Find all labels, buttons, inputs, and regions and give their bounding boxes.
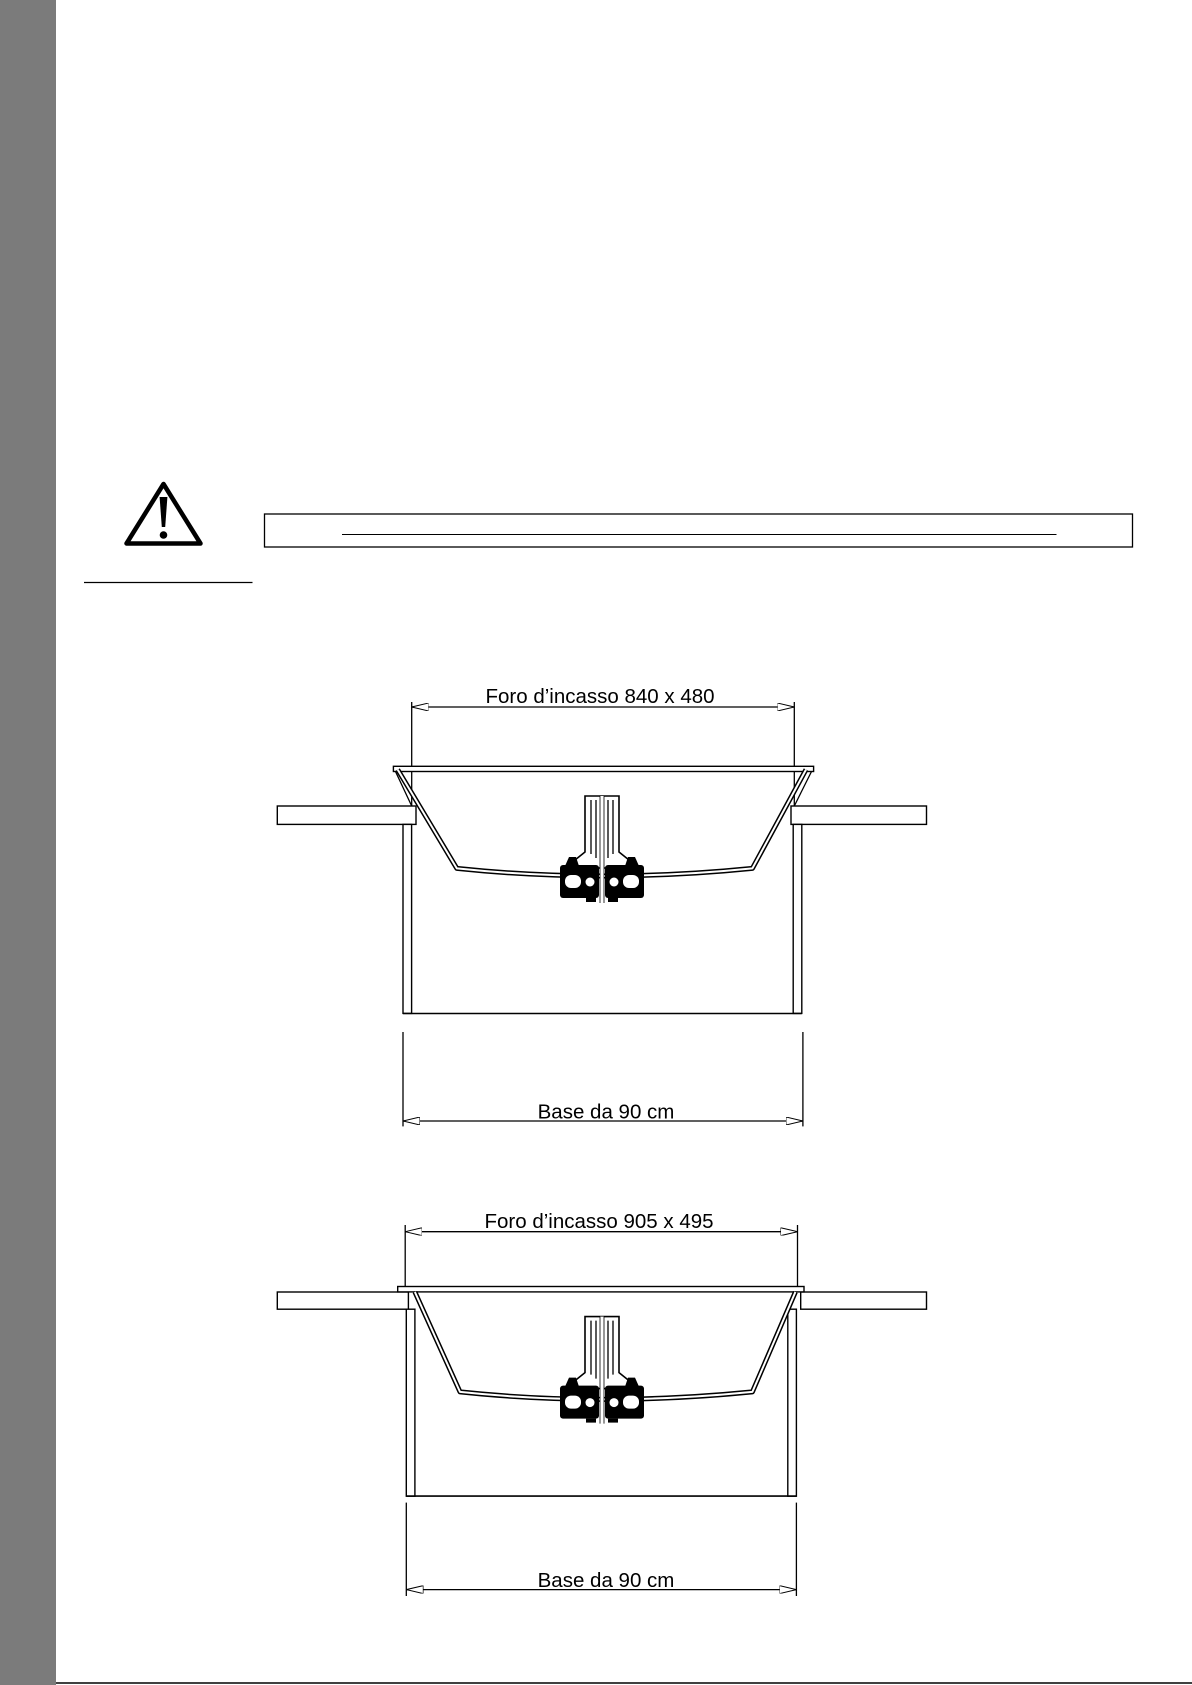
- sink-rim: [393, 766, 813, 771]
- cutout-dimension-label: Foro d’incasso 905 x 495: [484, 1210, 714, 1233]
- cabinet-side-left: [406, 1309, 415, 1496]
- drain-foot-right: [608, 1419, 618, 1423]
- countertop-right: [791, 806, 927, 824]
- countertop-left: [277, 1292, 408, 1309]
- drain-valve-left-port: [586, 878, 595, 887]
- cutout-dimension-label: Foro d’incasso 840 x 480: [485, 685, 715, 708]
- warning-exclamation-dot: [160, 531, 168, 539]
- drain-foot-left: [586, 1419, 596, 1423]
- drain-valve-right-port: [610, 1398, 619, 1407]
- drain-valve-right-window: [623, 1396, 639, 1409]
- drain-valve-left-port: [586, 1398, 595, 1407]
- sink-rim: [398, 1287, 804, 1292]
- drain-foot-left: [586, 898, 596, 902]
- drain-foot-right: [608, 898, 618, 902]
- drain-assembly: [560, 1317, 644, 1424]
- drain-valve-left-window: [565, 875, 581, 888]
- base-dimension-label: Base da 90 cm: [537, 1569, 675, 1592]
- drain-valve-right-window: [623, 875, 639, 888]
- installation-diagram-2: [277, 1210, 926, 1596]
- installation-diagram-1: [277, 685, 926, 1126]
- cabinet-side-right: [788, 1309, 797, 1496]
- cabinet-side-right: [793, 824, 802, 1013]
- drain-valve-right-port: [610, 878, 619, 887]
- countertop-right: [801, 1292, 927, 1309]
- warning-box: [265, 514, 1133, 547]
- drain-valve-left-window: [565, 1396, 581, 1409]
- drain-assembly: [560, 796, 644, 903]
- drain-center-split: [600, 796, 604, 903]
- drain-center-split: [600, 1317, 604, 1424]
- cabinet-side-left: [403, 824, 412, 1013]
- warning-icon: [127, 484, 201, 544]
- base-dimension-label: Base da 90 cm: [537, 1100, 675, 1124]
- countertop-left: [277, 806, 416, 824]
